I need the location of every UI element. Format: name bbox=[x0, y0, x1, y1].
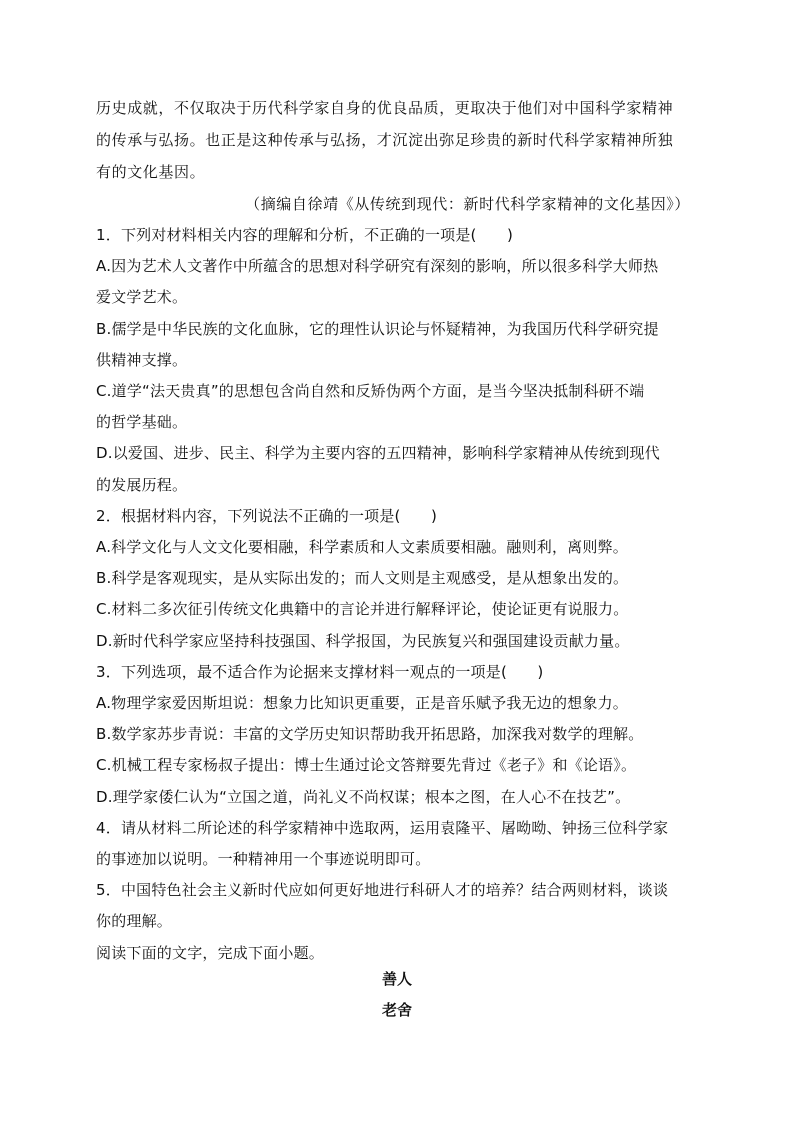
question-2-stem: 2．根据材料内容，下列说法不正确的一项是( ) bbox=[96, 506, 438, 525]
passage-source: （摘编自徐靖《从传统到现代：新时代科学家精神的文化基因》） bbox=[245, 195, 690, 213]
passage-excerpt bbox=[96, 92, 696, 220]
question-list bbox=[96, 220, 696, 969]
article-heading bbox=[0, 964, 794, 1026]
question-3-option-c: C.机械工程专家杨叔子提出：博士生通过论文答辩要先背过《老子》和《论语》。 bbox=[96, 756, 637, 775]
question-4-stem-cont: 的事迹加以说明。一种精神用一个事迹说明即可。 bbox=[96, 850, 431, 869]
question-3-stem: 3．下列选项，最不适合作为论据来支撑材料一观点的一项是( ) bbox=[96, 662, 544, 681]
question-1-stem: 1．下列对材料相关内容的理解和分析，不正确的一项是( ) bbox=[96, 226, 514, 244]
question-1-option-d-cont: 的发展历程。 bbox=[96, 475, 188, 494]
question-1-option-c: C.道学“法天贵真”的思想包含尚自然和反矫伪两个方面，是当今坚决抵制科研不端 bbox=[96, 382, 645, 401]
question-2-option-b: B.科学是客观现实，是从实际出发的；而人文则是主观感受，是从想象出发的。 bbox=[96, 569, 629, 588]
passage-line: 的传承与弘扬。也正是这种传承与弘扬，才沉淀出弥足珍贵的新时代科学家精神所独 bbox=[96, 131, 674, 149]
article-title: 善人 bbox=[381, 970, 412, 988]
question-3-option-d: D.理学家倭仁认为“立国之道，尚礼义不尚权谋；根本之图，在人心不在技艺”。 bbox=[96, 787, 631, 806]
passage-line: 历史成就，不仅取决于历代科学家自身的优良品质，更取决于他们对中国科学家精神 bbox=[96, 99, 674, 117]
article-author: 老舍 bbox=[381, 1001, 412, 1019]
question-2-option-a: A.科学文化与人文文化要相融，科学素质和人文素质要相融。融则利，离则弊。 bbox=[96, 538, 628, 557]
question-1-option-a: A.因为艺术人文著作中所蕴含的思想对科学研究有深刻的影响，所以很多科学大师热 bbox=[96, 257, 659, 276]
question-5-stem: 5．中国特色社会主义新时代应如何更好地进行科研人才的培养？结合两则材料，谈谈 bbox=[96, 881, 669, 900]
question-1-option-b-cont: 供精神支撑。 bbox=[96, 350, 188, 369]
question-3-option-a: A.物理学家爱因斯坦说：想象力比知识更重要，正是音乐赋予我无边的想象力。 bbox=[96, 694, 628, 713]
question-1-option-b: B.儒学是中华民族的文化血脉，它的理性认识论与怀疑精神，为我国历代科学研究提 bbox=[96, 319, 659, 338]
reading-instruction: 阅读下面的文字，完成下面小题。 bbox=[96, 943, 325, 962]
question-2-option-c: C.材料二多次征引传统文化典籍中的言论并进行解释评论，使论证更有说服力。 bbox=[96, 600, 629, 619]
question-5-stem-cont: 你的理解。 bbox=[96, 912, 173, 931]
question-1-option-d: D.以爱国、进步、民主、科学为主要内容的五四精神，影响科学家精神从传统到现代 bbox=[96, 444, 660, 463]
question-4-stem: 4．请从材料二所论述的科学家精神中选取两，运用袁隆平、屠呦呦、钟扬三位科学家 bbox=[96, 818, 669, 837]
question-1-option-c-cont: 的哲学基础。 bbox=[96, 413, 188, 432]
question-1-option-a-cont: 爱文学艺术。 bbox=[96, 288, 188, 307]
question-3-option-b: B.数学家苏步青说：丰富的文学历史知识帮助我开拓思路，加深我对数学的理解。 bbox=[96, 725, 644, 744]
passage-line: 有的文化基因。 bbox=[96, 163, 206, 181]
question-2-option-d: D.新时代科学家应坚持科技强国、科学报国，为民族复兴和强国建设贡献力量。 bbox=[96, 631, 630, 650]
